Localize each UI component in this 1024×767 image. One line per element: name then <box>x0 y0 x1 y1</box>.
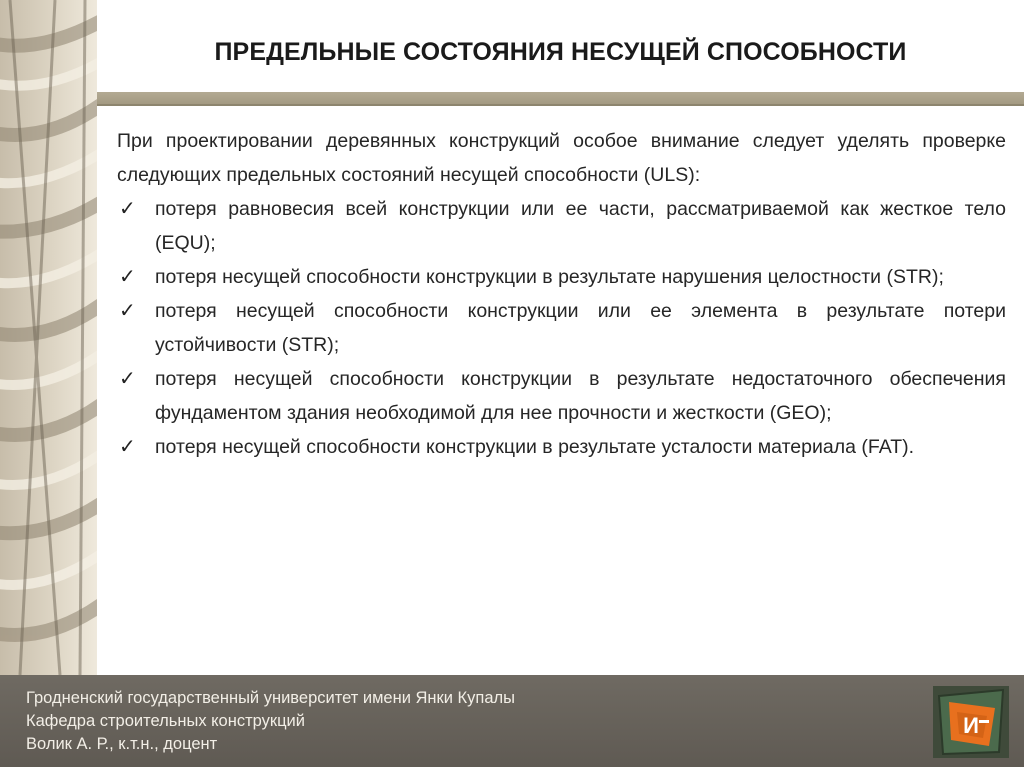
check-icon: ✓ <box>119 436 136 458</box>
slide-content <box>117 124 1006 464</box>
university-logo-icon <box>933 686 1009 758</box>
list-item-text: потеря несущей способности конструкции в результате нарушения целостности (STR); <box>155 266 944 288</box>
side-decorative-photo <box>0 0 97 675</box>
list-item <box>117 260 1006 294</box>
list-item <box>117 362 1006 430</box>
list-item <box>117 430 1006 464</box>
list-item-text: потеря несущей способности конструкции в результате недостаточного обеспечения фундаментом здания необходимой для нее прочности и жесткости (GEO); <box>155 368 1006 424</box>
title-area <box>97 0 1024 92</box>
footer-bar <box>0 675 1024 767</box>
list-item-text: потеря несущей способности конструкции или ее элемента в результате потери устойчивости (STR); <box>155 300 1006 356</box>
footer-text <box>26 687 515 756</box>
list-item <box>117 192 1006 260</box>
footer-department: Кафедра строительных конструкций <box>26 712 305 730</box>
footer-author: Волик А. Р., к.т.н., доцент <box>26 735 218 753</box>
list-item-text: потеря равновесия всей конструкции или ее части, рассматриваемой как жесткое тело (EQU); <box>155 198 1006 254</box>
list-item <box>117 294 1006 362</box>
title-divider-line <box>97 104 1024 106</box>
check-icon: ✓ <box>119 266 136 288</box>
check-icon: ✓ <box>119 198 136 220</box>
footer-university: Гродненский государственный университет имени Янки Купалы <box>26 689 516 707</box>
svg-text:И: И <box>963 713 979 738</box>
title-divider <box>97 92 1024 104</box>
list-item-text: потеря несущей способности конструкции в результате усталости материала (FAT). <box>155 436 915 458</box>
intro-paragraph: При проектировании деревянных конструкций особое внимание следует уделять проверке следующих предельных состояний несущей способности (ULS): <box>117 130 1006 186</box>
slide-title: ПРЕДЕЛЬНЫЕ СОСТОЯНИЯ НЕСУЩЕЙ СПОСОБНОСТИ <box>214 38 907 66</box>
wood-lattice-graphic <box>0 0 97 675</box>
bullet-list <box>117 192 1006 464</box>
check-icon: ✓ <box>119 300 136 322</box>
check-icon: ✓ <box>119 368 136 390</box>
